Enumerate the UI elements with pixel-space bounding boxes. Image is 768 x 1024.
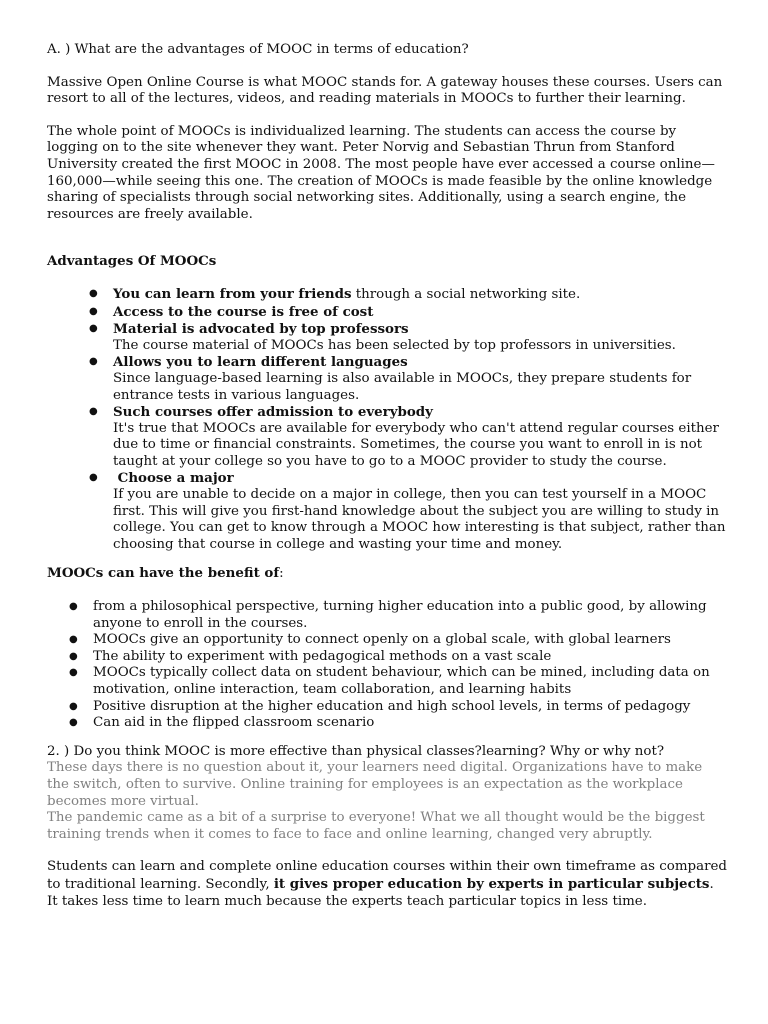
list-item — [89, 354, 729, 404]
bullet-icon: ● — [89, 472, 98, 484]
gray-quote-block — [47, 760, 727, 843]
bullet-icon: ● — [89, 305, 98, 317]
list-item — [89, 470, 729, 553]
bullet-icon: ● — [69, 650, 78, 662]
bullet-icon: ● — [89, 356, 98, 368]
advantages-heading: Advantages Of MOOCs — [47, 253, 217, 270]
list-item — [89, 304, 729, 322]
bullet-icon: ● — [69, 717, 78, 729]
list-item — [89, 286, 729, 304]
benefits-heading-text: MOOCs can have the benefit of — [47, 565, 280, 582]
benefit-text: Can aid in the flipped classroom scenario — [93, 715, 375, 731]
benefits-heading-colon: : — [279, 566, 284, 582]
bullet-icon: ● — [89, 287, 98, 299]
gray-paragraph-1: These days there is no question about it, your learners need digital. Organizations have to make the switch, often to survive. Online training for employees is an expectation as the workplace becomes more virtual. — [47, 760, 703, 809]
bullet-icon: ● — [69, 667, 78, 679]
benefit-text: MOOCs typically collect data on student behaviour, which can be mined, including data on motivation, online interaction, team collaboration, and learning habits — [93, 665, 710, 697]
advantage-title: You can learn from your friends — [113, 285, 352, 302]
bullet-icon: ● — [69, 601, 78, 613]
history-paragraph: The whole point of MOOCs is individualized learning. The students can access the course by logging on to the site whenever they want. Peter Norvig and Sebastian Thrun from Stanford University created the first MOOC in 2008. The most people have ever accessed a course online—160,000—while seeing this one. The creation of MOOCs is made feasible by the online knowledge sharing of specialists through social networking sites. Additionally, using a search engine, the resources are freely available. — [47, 123, 715, 222]
list-item — [69, 649, 729, 666]
list-item — [69, 599, 729, 632]
list-item — [69, 715, 729, 732]
advantage-title: Such courses offer admission to everybody — [113, 404, 433, 421]
intro-paragraph: Massive Open Online Course is what MOOC stands for. A gateway houses these courses. Users can resort to all of the lectures, videos, and reading materials in MOOCs to further their learning. — [47, 74, 723, 107]
list-item — [69, 699, 729, 716]
bullet-icon: ● — [89, 323, 98, 335]
advantage-title: Material is advocated by top professors — [113, 321, 409, 338]
advantage-description: It's true that MOOCs are available for everybody who can't attend regular courses either due to time or financial constraints. Sometimes, the course you want to enroll in is not taught at your college so you have to go to a MOOC provider to study the course. — [113, 420, 719, 469]
list-item — [89, 404, 729, 470]
benefits-heading — [47, 565, 727, 583]
advantage-title: Choose a major — [113, 470, 234, 487]
list-item — [69, 665, 729, 698]
benefit-text: MOOCs give an opportunity to connect openly on a global scale, with global learners — [93, 632, 671, 648]
document-page — [47, 42, 727, 910]
advantage-title: Allows you to learn different languages — [113, 354, 408, 371]
final-bold-text: it gives proper education by experts in particular subjects — [273, 875, 710, 892]
advantage-description: If you are unable to decide on a major in college, then you can test yourself in a MOOC first. This will give you first-hand knowledge about the subject you are willing to study in college. You can get to know through a MOOC how interesting is that subject, rather than choosing that course in college and wasting your time and money. — [113, 487, 726, 552]
benefit-text: The ability to experiment with pedagogical methods on a vast scale — [93, 648, 552, 664]
bullet-icon: ● — [89, 406, 98, 418]
final-text-2: . It takes less time to learn much because the experts teach particular topics in less time. — [47, 876, 714, 909]
advantages-list — [89, 286, 729, 554]
final-paragraph-block — [47, 859, 727, 910]
benefit-text: Positive disruption at the higher education and high school levels, in terms of pedagogy — [93, 698, 691, 714]
final-paragraph — [47, 859, 727, 910]
advantage-description: The course material of MOOCs has been selected by top professors in universities. — [113, 337, 676, 353]
benefit-text: from a philosophical perspective, turning higher education into a public good, by allowing anyone to enroll in the courses. — [93, 599, 707, 631]
benefits-list — [69, 599, 729, 732]
gray-paragraph-2: The pandemic came as a bit of a surprise to everyone! What we all thought would be the biggest training trends when it comes to face to face and online learning, changed very abruptly. — [47, 810, 705, 842]
advantage-description: Since language-based learning is also available in MOOCs, they prepare students for entrance tests in various languages. — [113, 370, 692, 403]
bullet-icon: ● — [69, 700, 78, 712]
list-item — [69, 632, 729, 649]
question-2: 2. ) Do you think MOOC is more effective than physical classes?learning? Why or why not? — [47, 743, 665, 759]
advantage-rest: through a social networking site. — [351, 286, 581, 302]
question-1: A. ) What are the advantages of MOOC in terms of education? — [47, 42, 469, 57]
advantage-title: Access to the course is free of cost — [113, 303, 374, 320]
list-item — [89, 321, 729, 354]
final-text-1: Students can learn and complete online education courses within their own timeframe as compared to traditional learning. Secondly, — [47, 859, 727, 892]
bullet-icon: ● — [69, 634, 78, 646]
